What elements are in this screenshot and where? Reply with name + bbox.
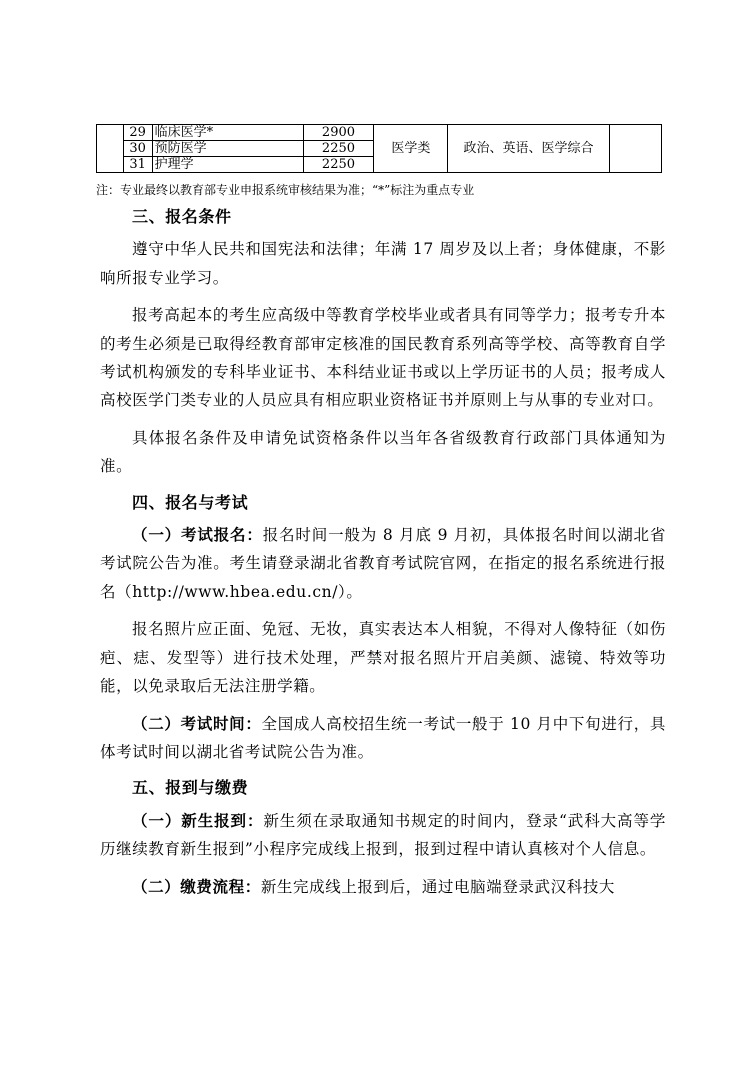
section-heading: 四、报名与考试 — [132, 492, 249, 512]
section-heading: 三、报名条件 — [132, 207, 232, 226]
item-text: 报名时间一般为 8 月底 9 月初，具体报名时间以湖北省考试院公告为准。考生请登录湖北省教育考试院官网，在指定的报名系统进行报名（http://www.hbea.edu.cn/）。 — [100, 526, 666, 601]
table-cell-remark — [609, 125, 661, 173]
paragraph: 遵守中华人民共和国宪法和法律；年满 17 周岁及以上者；身体健康，不影响所报专业学习。 — [100, 240, 666, 287]
item-label: （一）新生报到： — [132, 810, 264, 830]
paragraph: 报考高起本的考生应高级中等教育学校毕业或者具有同等学力；报考专升本的考生必须是已取得经教育部审定核准的国民教育系列高等学校、高等教育自学考试机构颁发的专科毕业证书、本科结业证书或以上学历证书的人员；报考成人高校医学门类专业的人员应具有相应职业资格证书并原则上与从事的专业对口。 — [100, 306, 666, 410]
major-category: 医学类 — [374, 125, 448, 173]
row-number: 29 — [123, 125, 152, 141]
tuition-fee: 2900 — [303, 125, 374, 141]
paragraph: 具体报名条件及申请免试资格条件以当年各省级教育行政部门具体通知为准。 — [100, 428, 666, 476]
tuition-fee: 2250 — [303, 157, 374, 173]
item-text: 新生完成线上报到后，通过电脑端登录武汉科技大 — [260, 877, 616, 896]
item-label: （一）考试报名： — [132, 525, 263, 545]
table-cell-blank — [97, 125, 124, 173]
paragraph — [100, 873, 666, 901]
section-heading: 五、报到与缴费 — [132, 778, 249, 798]
table-row — [97, 125, 662, 141]
major-name: 预防医学 — [152, 141, 303, 157]
tuition-fee: 2250 — [303, 141, 374, 157]
item-text: 全国成人高校招生统一考试一般于 10 月中下旬进行，具体考试时间以湖北省考试院公告为准。 — [100, 714, 666, 761]
item-text: 新生须在录取通知书规定的时间内，登录“武科大高等学历继续教育新生报到”小程序完成线上报到，报到过程中请认真核对个人信息。 — [100, 811, 666, 859]
exam-subjects: 政治、英语、医学综合 — [448, 125, 609, 173]
item-label: （二）考试时间： — [132, 713, 262, 733]
major-name: 临床医学* — [152, 125, 303, 141]
paragraph: 报名照片应正面、免冠、无妆，真实表达本人相貌，不得对人像特征（如伤疤、痣、发型等）进行技术处理，严禁对报名照片开启美颜、滤镜、特效等功能，以免录取后无法注册学籍。 — [100, 620, 666, 696]
table-note: 注：专业最终以教育部专业申报系统审核结果为准；“*”标注为重点专业 — [96, 183, 475, 197]
item-label: （二）缴费流程： — [132, 876, 261, 896]
row-number: 30 — [123, 141, 152, 157]
major-name: 护理学 — [152, 157, 303, 173]
paragraph — [100, 521, 666, 606]
paragraph — [100, 710, 666, 767]
paragraph — [100, 807, 666, 864]
major-fee-table — [96, 124, 662, 173]
row-number: 31 — [123, 157, 152, 173]
body-text — [100, 203, 666, 901]
